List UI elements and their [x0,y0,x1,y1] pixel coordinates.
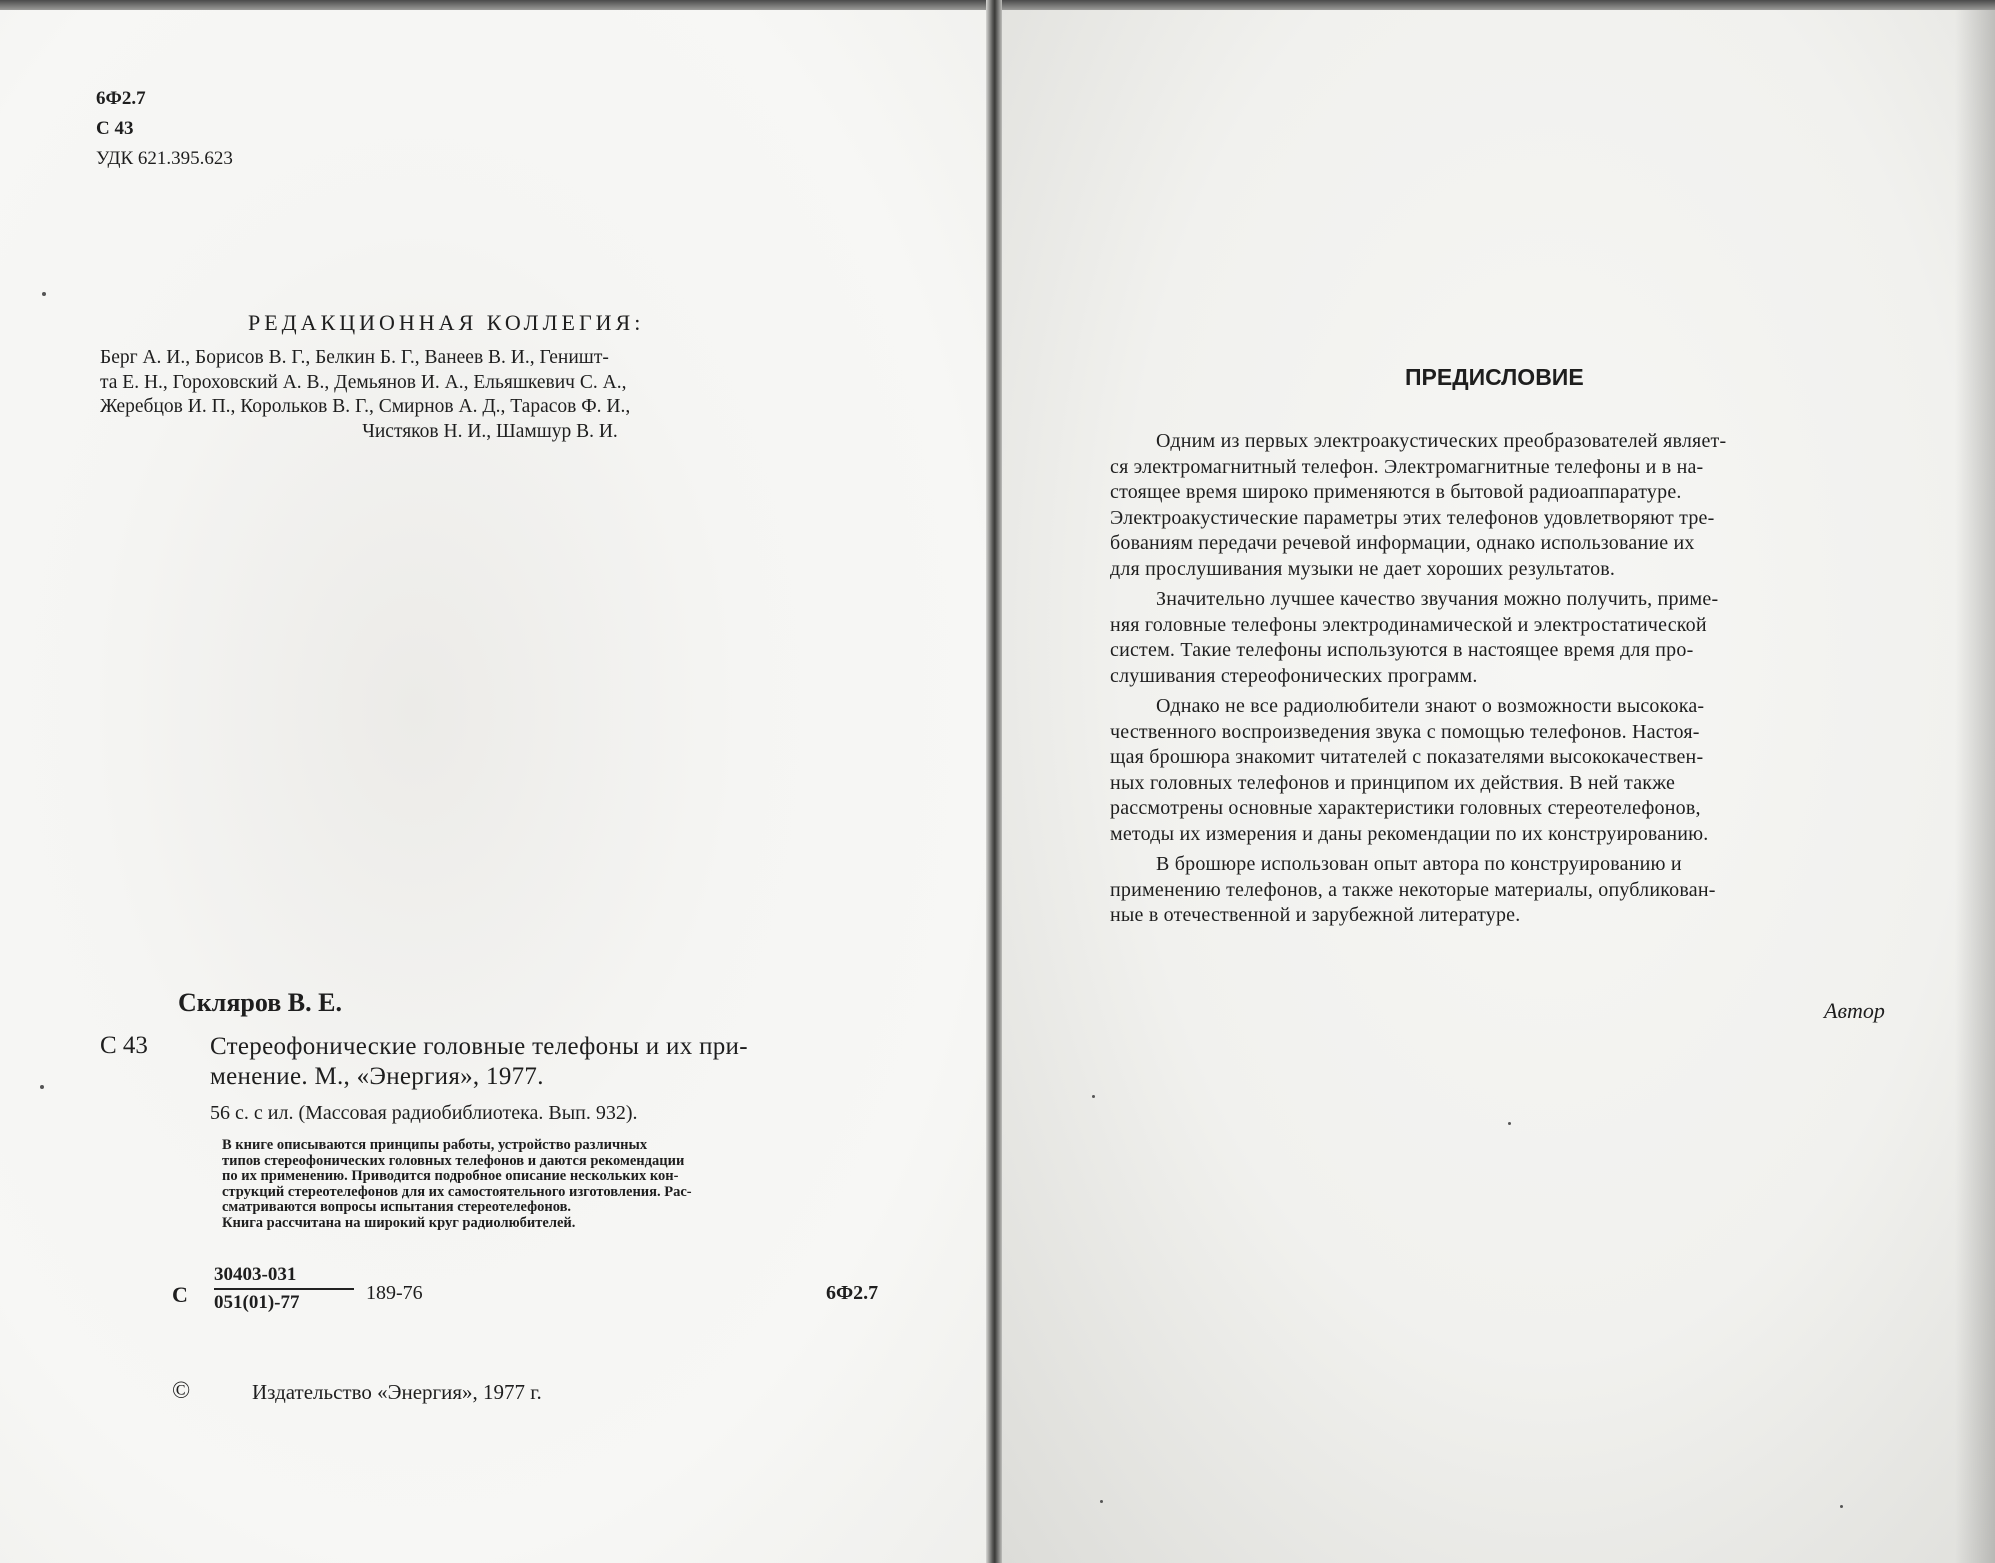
scan-edge-shading [1955,10,1995,1563]
preface-line: няя головные телефоны электродинамической и электростатической [1110,613,1707,636]
board-line: Чистяков Н. И., Шамшур В. И. [362,420,618,442]
preface-line: чественного воспроизведения звука с помощью телефонов. Настоя- [1110,720,1700,743]
abstract-line: В книге описываются принципы работы, устройство различных [222,1137,648,1153]
book-gutter [986,0,1002,1563]
author-mark: С 43 [96,118,134,139]
book-title-line: Стереофонические головные телефоны и их при- [210,1033,748,1060]
preface-line: ся электромагнитный телефон. Электромагнитные телефоны и в на- [1110,455,1704,478]
editorial-board-title: РЕДАКЦИОННАЯ КОЛЛЕГИЯ: [248,310,645,335]
preface-paragraph [1110,694,1895,847]
preface-line: для прослушивания музыки не дает хороших результатов. [1110,557,1616,580]
board-line: Жеребцов И. П., Корольков В. Г., Смирнов А. Д., Тарасов Ф. И., [100,396,631,417]
book-abstract [222,1138,692,1231]
catalog-denominator: 051(01)-77 [214,1288,354,1316]
preface-line: Однако не все радиолюбители знают о возможности высокока- [1156,695,1705,717]
book-pages: 56 с. с ил. (Массовая радиобиблиотека. Вып. 932). [210,1102,638,1124]
abstract-line: сматриваются вопросы испытания стереотелефонов. [222,1199,572,1215]
preface-body [1110,429,1895,934]
preface-paragraph [1110,852,1895,929]
classification-block [96,84,233,174]
abstract-line: типов стереофонических головных телефонов и даются рекомендации [222,1152,685,1169]
preface-line: щая брошюра знакомит читателей с показателями высококачествен- [1110,746,1704,768]
catalog-fraction [214,1262,354,1316]
preface-line: слушивания стереофонических программ. [1110,664,1478,687]
abstract-line: струкций стереотелефонов для их самостоятельного изготовления. Рас- [222,1183,692,1200]
board-line: Берг А. И., Борисов В. Г., Белкин Б. Г., Ванеев В. И., Геништ- [100,347,609,368]
preface-line: ных головных телефонов и принципом их действия. В ней также [1110,771,1676,794]
preface-line: стоящее время широко применяются в бытовой радиоаппаратуре. [1110,481,1682,503]
book-author: Скляров В. Е. [178,988,342,1017]
preface-line: рассмотрены основные характеристики головных стереотелефонов, [1110,797,1701,819]
book-title-line: менение. М., «Энергия», 1977. [210,1063,544,1090]
board-line: та Е. Н., Гороховский А. В., Демьянов И. А., Ельяшкевич С. А., [100,371,627,393]
copyright-icon: © [172,1378,191,1404]
catalog-code: 189-76 [366,1282,423,1304]
preface-line: Электроакустические параметры этих телефонов удовлетворяют тре- [1110,506,1715,529]
preface-line: В брошюре использован опыт автора по конструированию и [1156,853,1682,875]
catalog-letter: С [172,1282,188,1307]
preface-title: ПРЕДИСЛОВИЕ [1405,364,1584,390]
book-title [210,1032,748,1092]
book-code: С 43 [100,1032,148,1059]
preface-line: бованиям передачи речевой информации, однако использование их [1110,532,1695,554]
catalog-bbk: 6Ф2.7 [826,1282,879,1304]
preface-paragraph [1110,429,1895,582]
bbk-index: 6Ф2.7 [96,88,146,109]
left-page [0,10,990,1563]
abstract-line: Книга рассчитана на широкий круг радиолюбителей. [222,1214,576,1231]
udk-index: УДК 621.395.623 [96,148,233,169]
copyright-text: Издательство «Энергия», 1977 г. [252,1380,542,1404]
preface-line: Значительно лучшее качество звучания можно получить, приме- [1156,588,1719,610]
catalog-numerator: 30403-031 [214,1264,297,1285]
preface-line: Одним из первых электроакустических преобразователей являет- [1156,430,1727,452]
abstract-line: по их применению. Приводится подробное описание нескольких кон- [222,1168,679,1184]
preface-signature: Автор [1824,998,1885,1023]
preface-line: ные в отечественной и зарубежной литературе. [1110,904,1521,926]
editorial-board-members [100,346,880,444]
preface-line: систем. Такие телефоны используются в настоящее время для про- [1110,639,1694,661]
preface-line: применению телефонов, а также некоторые материалы, опубликован- [1110,878,1716,901]
preface-paragraph [1110,587,1895,689]
preface-line: методы их измерения и даны рекомендации по их конструированию. [1110,822,1709,845]
